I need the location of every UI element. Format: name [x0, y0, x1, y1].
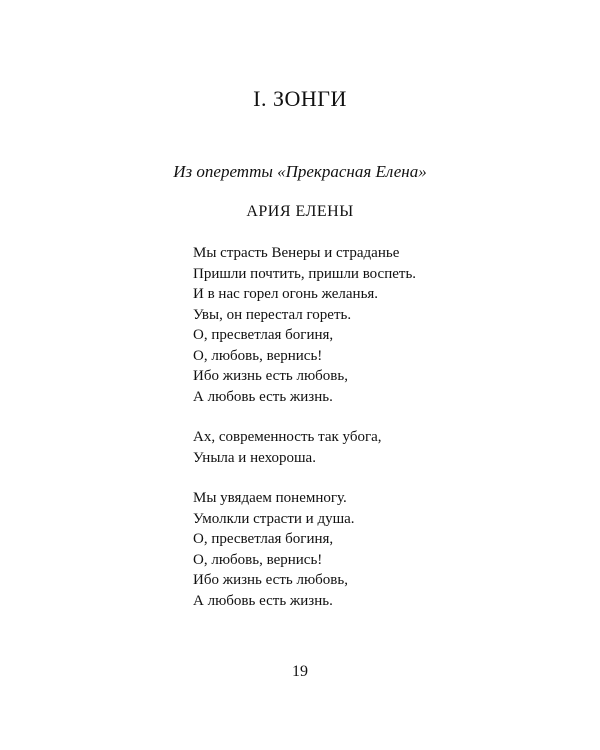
poem-line: Пришли почтить, пришли воспеть.	[193, 265, 417, 282]
poem-body	[193, 243, 513, 631]
poem-line: И в нас горел огонь желанья.	[193, 286, 379, 302]
poem-line: Умолкли страсти и душа.	[193, 510, 355, 527]
stanza-2	[193, 427, 513, 468]
poem-line: А любовь есть жизнь.	[193, 388, 333, 405]
poem-line: О, любовь, вернись!	[193, 551, 323, 568]
poem-line: О, пресветлая богиня,	[193, 531, 334, 547]
stanza-3	[193, 488, 513, 611]
poem-line: Мы увядаем понемногу.	[193, 490, 347, 506]
poem-line: Мы страсть Венеры и страданье	[193, 245, 400, 261]
poem-line: О, пресветлая богиня,	[193, 327, 334, 343]
page-number: 19	[292, 663, 308, 680]
poem-line: Ибо жизнь есть любовь,	[193, 368, 348, 384]
poem-line: О, любовь, вернись!	[193, 347, 323, 364]
chapter-title: I. ЗОНГИ	[253, 86, 347, 111]
poem-line: Ах, современность так убога,	[193, 429, 382, 445]
poem-line: А любовь есть жизнь.	[193, 592, 333, 609]
aria-heading: АРИЯ ЕЛЕНЫ	[246, 203, 354, 220]
operetta-subtitle: Из оперетты «Прекрасная Елена»	[173, 162, 427, 181]
poem-line: Уныла и нехороша.	[193, 449, 316, 466]
poem-line: Ибо жизнь есть любовь,	[193, 572, 348, 588]
poem-line: Увы, он перестал гореть.	[193, 306, 352, 323]
stanza-1	[193, 243, 513, 407]
